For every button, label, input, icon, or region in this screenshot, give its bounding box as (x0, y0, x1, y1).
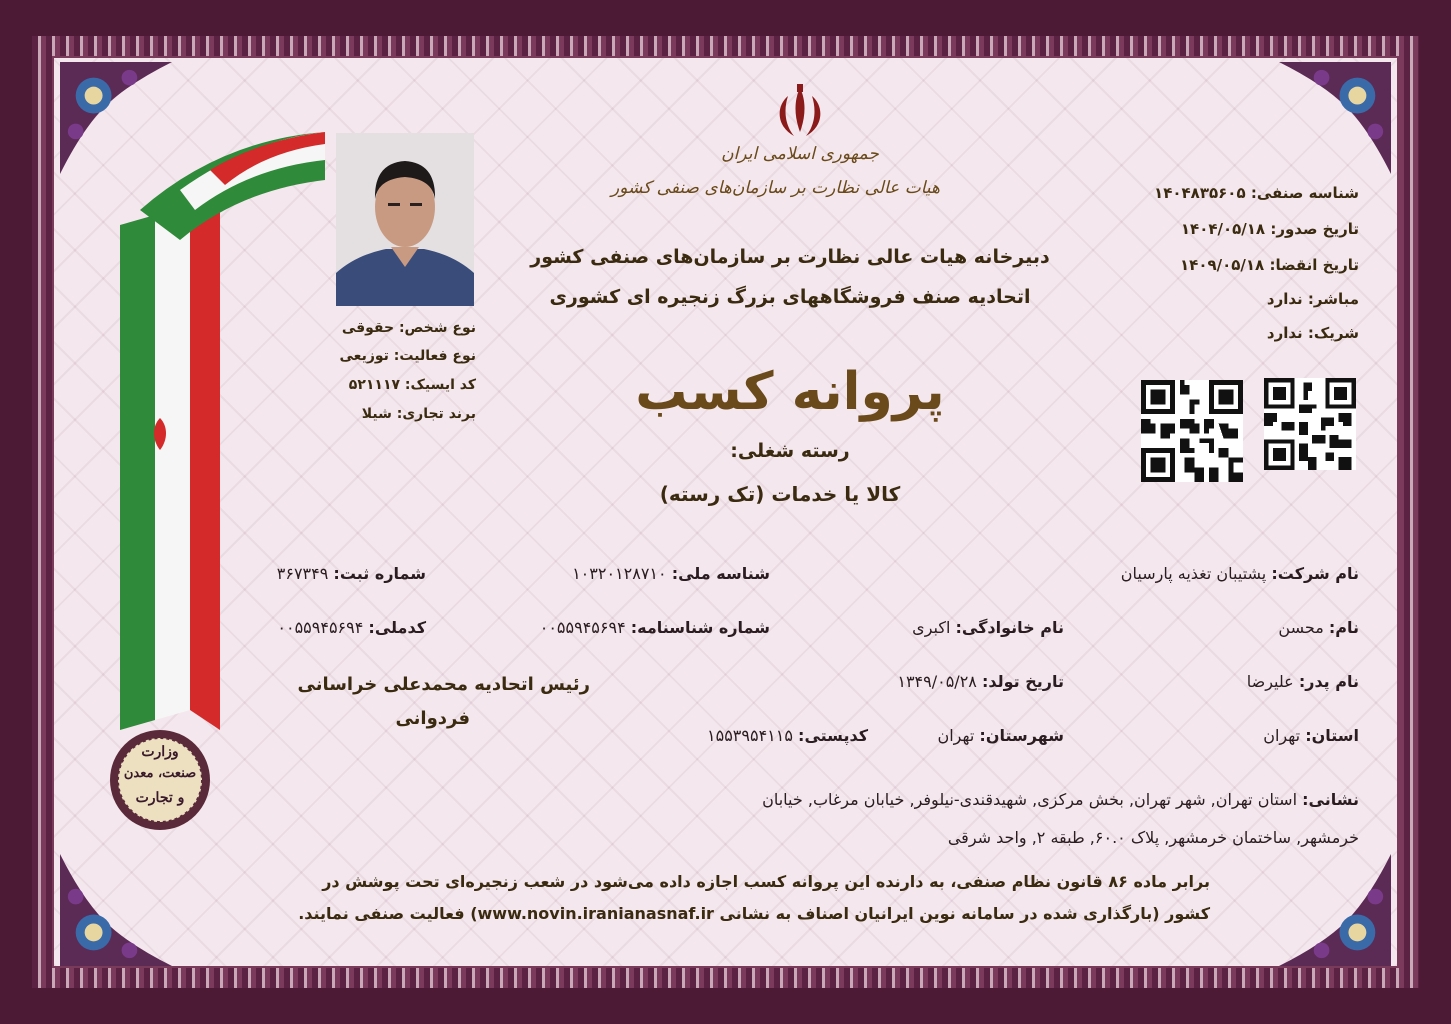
category-label: رسته شغلی: (730, 440, 850, 462)
id-no-label: شماره شناسنامه: (630, 618, 770, 637)
issue-date: تاریخ صدور: ۱۴۰۴/۰۵/۱۸ (1180, 220, 1359, 238)
family-field (830, 618, 1064, 637)
address-line2: خرمشهر, ساختمان خرمشهر, پلاک ۶۰.۰, طبقه ۲, واحد شرقی (947, 828, 1359, 847)
province-field (1159, 726, 1359, 745)
iran-emblem-icon (764, 82, 836, 144)
corner-ornament-icon (60, 854, 172, 966)
address-line1: استان تهران, شهر تهران, بخش مرکزی, شهیدقندی-نیلوفر, خیابان مرغاب, خیابان (762, 790, 1298, 809)
corner-ornament-icon (1279, 854, 1391, 966)
father-field (1159, 672, 1359, 691)
republic-text: جمهوری اسلامی ایران (721, 144, 879, 164)
president-line1: رئیس اتحادیه محمدعلی خراسانی (297, 674, 590, 695)
id-no-field (500, 618, 770, 637)
corner-ornament-icon (1279, 62, 1391, 174)
brand-name: برند تجاری: شیلا (361, 406, 476, 422)
national-id-field (520, 564, 770, 583)
guild-id: شناسه صنفی: ۱۴۰۴۸۳۵۶۰۵ (1154, 184, 1359, 202)
family-value: اکبری (912, 618, 951, 637)
name-label: نام: (1328, 618, 1359, 637)
national-code-value: ۰۰۵۵۹۴۵۶۹۴ (277, 618, 364, 637)
name-value: محسن (1278, 618, 1324, 637)
board-text: هیات عالی نظارت بر سازمان‌های صنفی کشور (611, 178, 940, 198)
person-type: نوع شخص: حقوقی (341, 320, 476, 336)
name-field (1159, 618, 1359, 637)
qr-code-icon (1141, 380, 1243, 482)
postal-value: ۱۵۵۳۹۵۴۱۱۵ (707, 726, 793, 745)
city-field (880, 726, 1064, 745)
company-value: پشتیبان تغذیه پارسیان (1120, 564, 1267, 583)
province-value: تهران (1263, 726, 1301, 745)
partner-text: شریک: ندارد (1266, 324, 1359, 342)
national-code-label: کدملی: (368, 618, 426, 637)
seal-line3: و تجارت (135, 790, 185, 806)
reg-no-label: شماره ثبت: (333, 564, 426, 583)
address-field (619, 790, 1359, 809)
seal-line2: صنعت، معدن (123, 766, 197, 781)
flag-ribbon (100, 130, 330, 750)
president-line2: فردوانی (395, 708, 470, 729)
id-no-value: ۰۰۵۵۹۴۵۶۹۴ (539, 618, 626, 637)
company-label: نام شرکت: (1271, 564, 1359, 583)
category-value: کالا یا خدمات (تک رسته) (659, 482, 901, 506)
father-label: نام پدر: (1298, 672, 1359, 691)
footer-line1: برابر ماده ۸۶ قانون نظام صنفی، به دارنده این پروانه کسب اجازه داده می‌شود در شعب زنجیره‌ای تحت پوشش در (322, 872, 1210, 891)
isic-code: کد ایسیک: ۵۲۱۱۱۷ (348, 377, 476, 393)
national-code-field (230, 618, 426, 637)
city-label: شهرستان: (979, 726, 1064, 745)
postal-label: کدپستی: (798, 726, 868, 745)
portrait-photo (336, 133, 474, 306)
family-label: نام خانوادگی: (955, 618, 1064, 637)
footer-line2: کشور (بارگذاری شده در سامانه نوین ایرانیان اصناف به نشانی www.novin.iranianasnaf.ir) فعالیت صنفی نمایند. (298, 904, 1210, 923)
national-id-label: شناسه ملی: (671, 564, 770, 583)
birth-field (830, 672, 1064, 691)
manager-text: مباشر: ندارد (1266, 290, 1359, 308)
secretariat-title: دبیرخانه هیات عالی نظارت بر سازمان‌های صنفی کشور (530, 246, 1050, 268)
page-title: پروانه کسب (635, 362, 945, 422)
union-title: اتحادیه صنف فروشگاههای بزرگ زنجیره ای کشوری (549, 286, 1031, 308)
birth-value: ۱۳۴۹/۰۵/۲۸ (897, 672, 977, 691)
province-label: استان: (1305, 726, 1359, 745)
qr-code-icon (1264, 378, 1356, 470)
postal-field (660, 726, 868, 745)
reg-no-field (230, 564, 426, 583)
address-label: نشانی: (1302, 790, 1359, 809)
company-field (1059, 564, 1359, 583)
seal-line1: وزارت (141, 744, 179, 760)
activity-type: نوع فعالیت: توزیعی (339, 348, 476, 364)
national-id-value: ۱۰۳۲۰۱۲۸۷۱۰ (572, 564, 667, 583)
expiry-date: تاریخ انقضا: ۱۴۰۹/۰۵/۱۸ (1180, 256, 1359, 274)
birth-label: تاریخ تولد: (981, 672, 1064, 691)
reg-no-value: ۳۶۷۳۴۹ (276, 564, 329, 583)
city-value: تهران (937, 726, 975, 745)
father-value: علیرضا (1246, 672, 1294, 691)
